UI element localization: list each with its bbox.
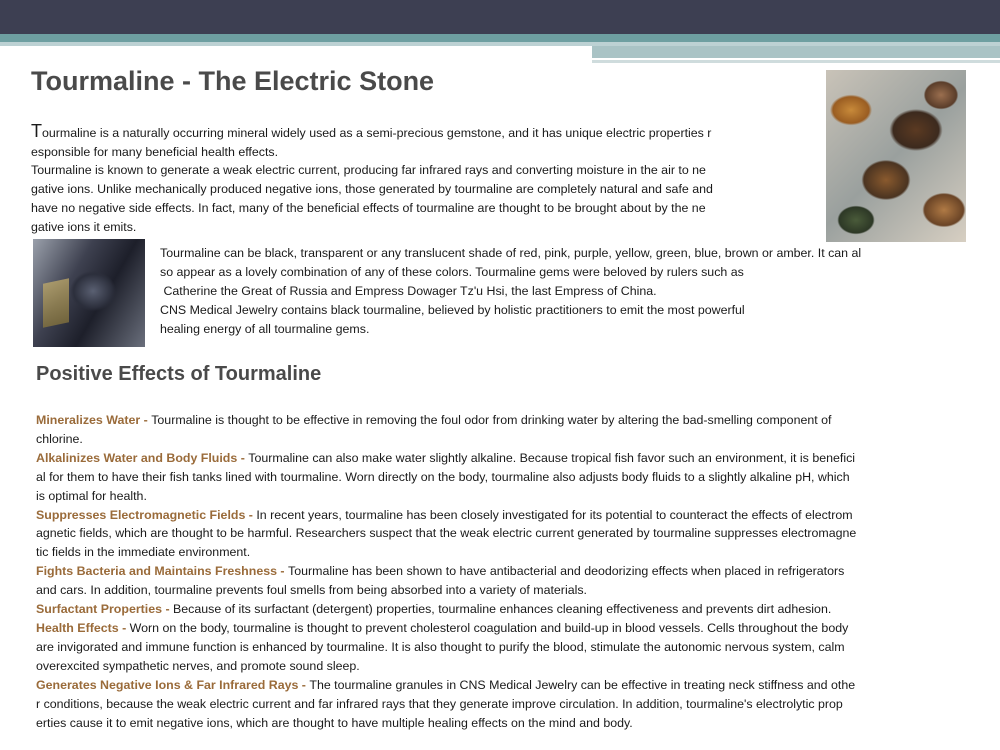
header-band-line: [592, 60, 1000, 63]
effect-mineralizes-line-1: Mineralizes Water - Tourmaline is thought to be effective in removing the foul odor from drinking water by altering the bad-smelling component of: [36, 413, 832, 427]
page-title: Tourmaline - The Electric Stone: [31, 66, 435, 96]
effects-heading: Positive Effects of Tourmaline: [36, 363, 322, 385]
black-line-1: Tourmaline can be black, transparent or any translucent shade of red, pink, purple, yellow, green, blue, brown or amber. It can al: [160, 246, 862, 260]
drop-letter: T: [31, 121, 42, 141]
intro-line-2: esponsible for many beneficial health effects.: [31, 144, 279, 159]
intro-paragraph: [31, 121, 806, 236]
intro-line-5: have no negative side effects. In fact, many of the beneficial effects of tourmaline are thought to be brought about by the ne: [31, 200, 706, 215]
effect-alkalinizes-line-1: Alkalinizes Water and Body Fluids - Tourmaline can also make water slightly alkaline. Because tropical fish favor such an environment, it is benefici: [36, 450, 856, 465]
effect-term: Suppresses Electromagnetic Fields -: [36, 507, 257, 522]
effect-alkalinizes-line-3: is optimal for health.: [36, 488, 147, 503]
effect-health-line-1: Health Effects - Worn on the body, tourmaline is thought to prevent cholesterol coagulation and build-up in blood vessels. Cells throughout the body: [36, 620, 849, 635]
intro-line-4: gative ions. Unlike mechanically produced negative ions, those generated by tourmaline are completely natural and safe and: [31, 182, 713, 197]
black-tourmaline-paragraph: [160, 244, 965, 339]
effect-health-line-2: are invigorated and immune function is enhanced by tourmaline. It is also thought to purify the blood, stimulate the autonomic nervous system, calm: [36, 639, 845, 654]
effect-ions-line-3: erties cause it to emit negative ions, which are thought to have multiple healing effects on the mind and body.: [36, 715, 633, 730]
effect-ions-line-1: Generates Negative Ions & Far Infrared Rays - The tourmaline granules in CNS Medical Jewelry can be effective in treating neck stiffness and othe: [36, 677, 856, 692]
black-line-2: so appear as a lovely combination of any of these colors. Tourmaline gems were beloved by rulers such as: [160, 265, 744, 279]
effect-alkalinizes-line-2: al for them to have their fish tanks lined with tourmaline. Worn directly on the body, tourmaline also adjusts body fluids to a slightly alkaline pH, which: [36, 469, 850, 484]
effect-surfactant-line-1: Surfactant Properties - Because of its surfactant (detergent) properties, tourmaline enhances cleaning effectiveness and prevents dirt adhesion.: [36, 602, 832, 617]
tourmaline-crystals-photo: [826, 70, 966, 242]
effect-term: Mineralizes Water -: [36, 413, 152, 427]
intro-line-3: Tourmaline is known to generate a weak electric current, producing far infrared rays and converting moisture in the air to ne: [31, 163, 706, 178]
effect-term: Surfactant Properties -: [36, 602, 174, 617]
intro-line-1: Tourmaline is a naturally occurring mineral widely used as a semi-precious gemstone, and it has unique electric properties r: [31, 121, 712, 141]
effect-health-line-3: overexcited sympathetic nerves, and promote sound sleep.: [36, 658, 360, 673]
effect-term: Fights Bacteria and Maintains Freshness -: [36, 564, 289, 579]
header-band-teal: [0, 34, 1000, 42]
black-tourmaline-photo: [33, 239, 145, 347]
effect-electromagnetic-line-3: tic fields in the immediate environment.: [36, 545, 251, 560]
effect-term: Generates Negative Ions & Far Infrared Rays -: [36, 677, 310, 692]
intro-line-6: gative ions it emits.: [31, 219, 137, 234]
effect-term: Alkalinizes Water and Body Fluids -: [36, 450, 249, 465]
header-band-dark: [0, 0, 1000, 34]
effects-list: [36, 411, 970, 732]
effect-ions-line-2: r conditions, because the weak electric current and far infrared rays that they generate improve circulation. In addition, tourmaline's electrolytic prop: [36, 696, 843, 711]
effect-electromagnetic-line-2: agnetic fields, which are thought to be harmful. Researchers suspect that the weak electric current generated by tourmaline suppresses electromagne: [36, 526, 857, 541]
black-line-3: Catherine the Great of Russia and Empress Dowager Tz'u Hsi, the last Empress of China.: [160, 284, 657, 298]
effect-bacteria-line-1: Fights Bacteria and Maintains Freshness - Tourmaline has been shown to have antibacterial and deodorizing effects when placed in refrigerators: [36, 564, 845, 579]
header-band-accent: [592, 46, 1000, 58]
effect-bacteria-line-2: and cars. In addition, tourmaline prevents foul smells from being absorbed into a variety of materials.: [36, 583, 587, 598]
effect-mineralizes-line-2: chlorine.: [36, 431, 83, 446]
black-line-5: healing energy of all tourmaline gems.: [160, 322, 370, 336]
black-line-4: CNS Medical Jewelry contains black tourmaline, believed by holistic practitioners to emit the most powerful: [160, 303, 745, 317]
effect-electromagnetic-line-1: Suppresses Electromagnetic Fields - In recent years, tourmaline has been closely investigated for its potential to counteract the effects of electrom: [36, 507, 853, 522]
effect-term: Health Effects -: [36, 620, 130, 635]
